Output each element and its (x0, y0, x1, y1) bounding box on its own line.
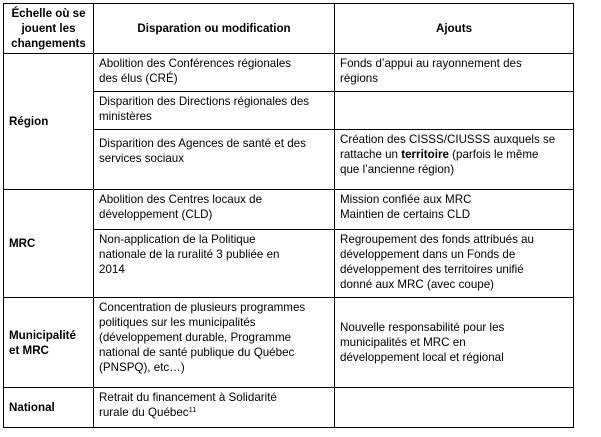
table-row (4, 190, 574, 230)
cell-disparition: Concentration de plusieurs programmes politiques sur les municipalités (développement durable, Programme national de santé publique du Québec (PNSPQ), etc…) (94, 298, 335, 388)
cell-disparition: Abolition des Conférences régionales des élus (CRÉ) (94, 54, 335, 92)
cell-disparition: Non-application de la Politique nationale de la ruralité 3 publiée en 2014 (94, 230, 335, 298)
cell-ajout-empty (335, 388, 574, 428)
header-ajouts: Ajouts (335, 4, 574, 54)
cell-ajout-empty (335, 92, 574, 130)
cell-ajout: Regroupement des fonds attribués au développement dans un Fonds de développement des territoires unifié donné aux MRC (avec coupe) (335, 230, 574, 298)
table-row (4, 298, 574, 388)
header-disparition: Disparation ou modification (94, 4, 335, 54)
header-row (4, 4, 574, 54)
table-row (4, 54, 574, 92)
footnote-ref: 11 (188, 405, 197, 414)
table-row (4, 388, 574, 428)
cell-ajout: Nouvelle responsabilité pour les municipalités et MRC en développement local et régional (335, 298, 574, 388)
scale-national: National (4, 388, 94, 428)
cell-disparition: Retrait du financement à Solidarité rurale du Québec$^{11}$ (94, 388, 335, 428)
cell-ajout: Création des CISSS/CIUSSS auxquels se rattache un territoire (parfois le même que l’ancienne région) (335, 130, 574, 190)
scale-region: Région (4, 54, 94, 190)
cell-ajout: Mission confiée aux MRC Maintien de certains CLD (335, 190, 574, 230)
cell-disparition: Abolition des Centres locaux de développement (CLD) (94, 190, 335, 230)
cell-disparition: Disparition des Agences de santé et des services sociaux (94, 130, 335, 190)
cell-ajout: Fonds d’appui au rayonnement des régions (335, 54, 574, 92)
territoire-emphasis: territoire (401, 148, 449, 161)
cell-disparition: Disparition des Directions régionales des ministères (94, 92, 335, 130)
changes-table (3, 3, 574, 428)
header-scale: Échelle où se jouent les changements (4, 4, 94, 54)
scale-mrc: MRC (4, 190, 94, 298)
scale-municipalite: Municipalité et MRC (4, 298, 94, 388)
